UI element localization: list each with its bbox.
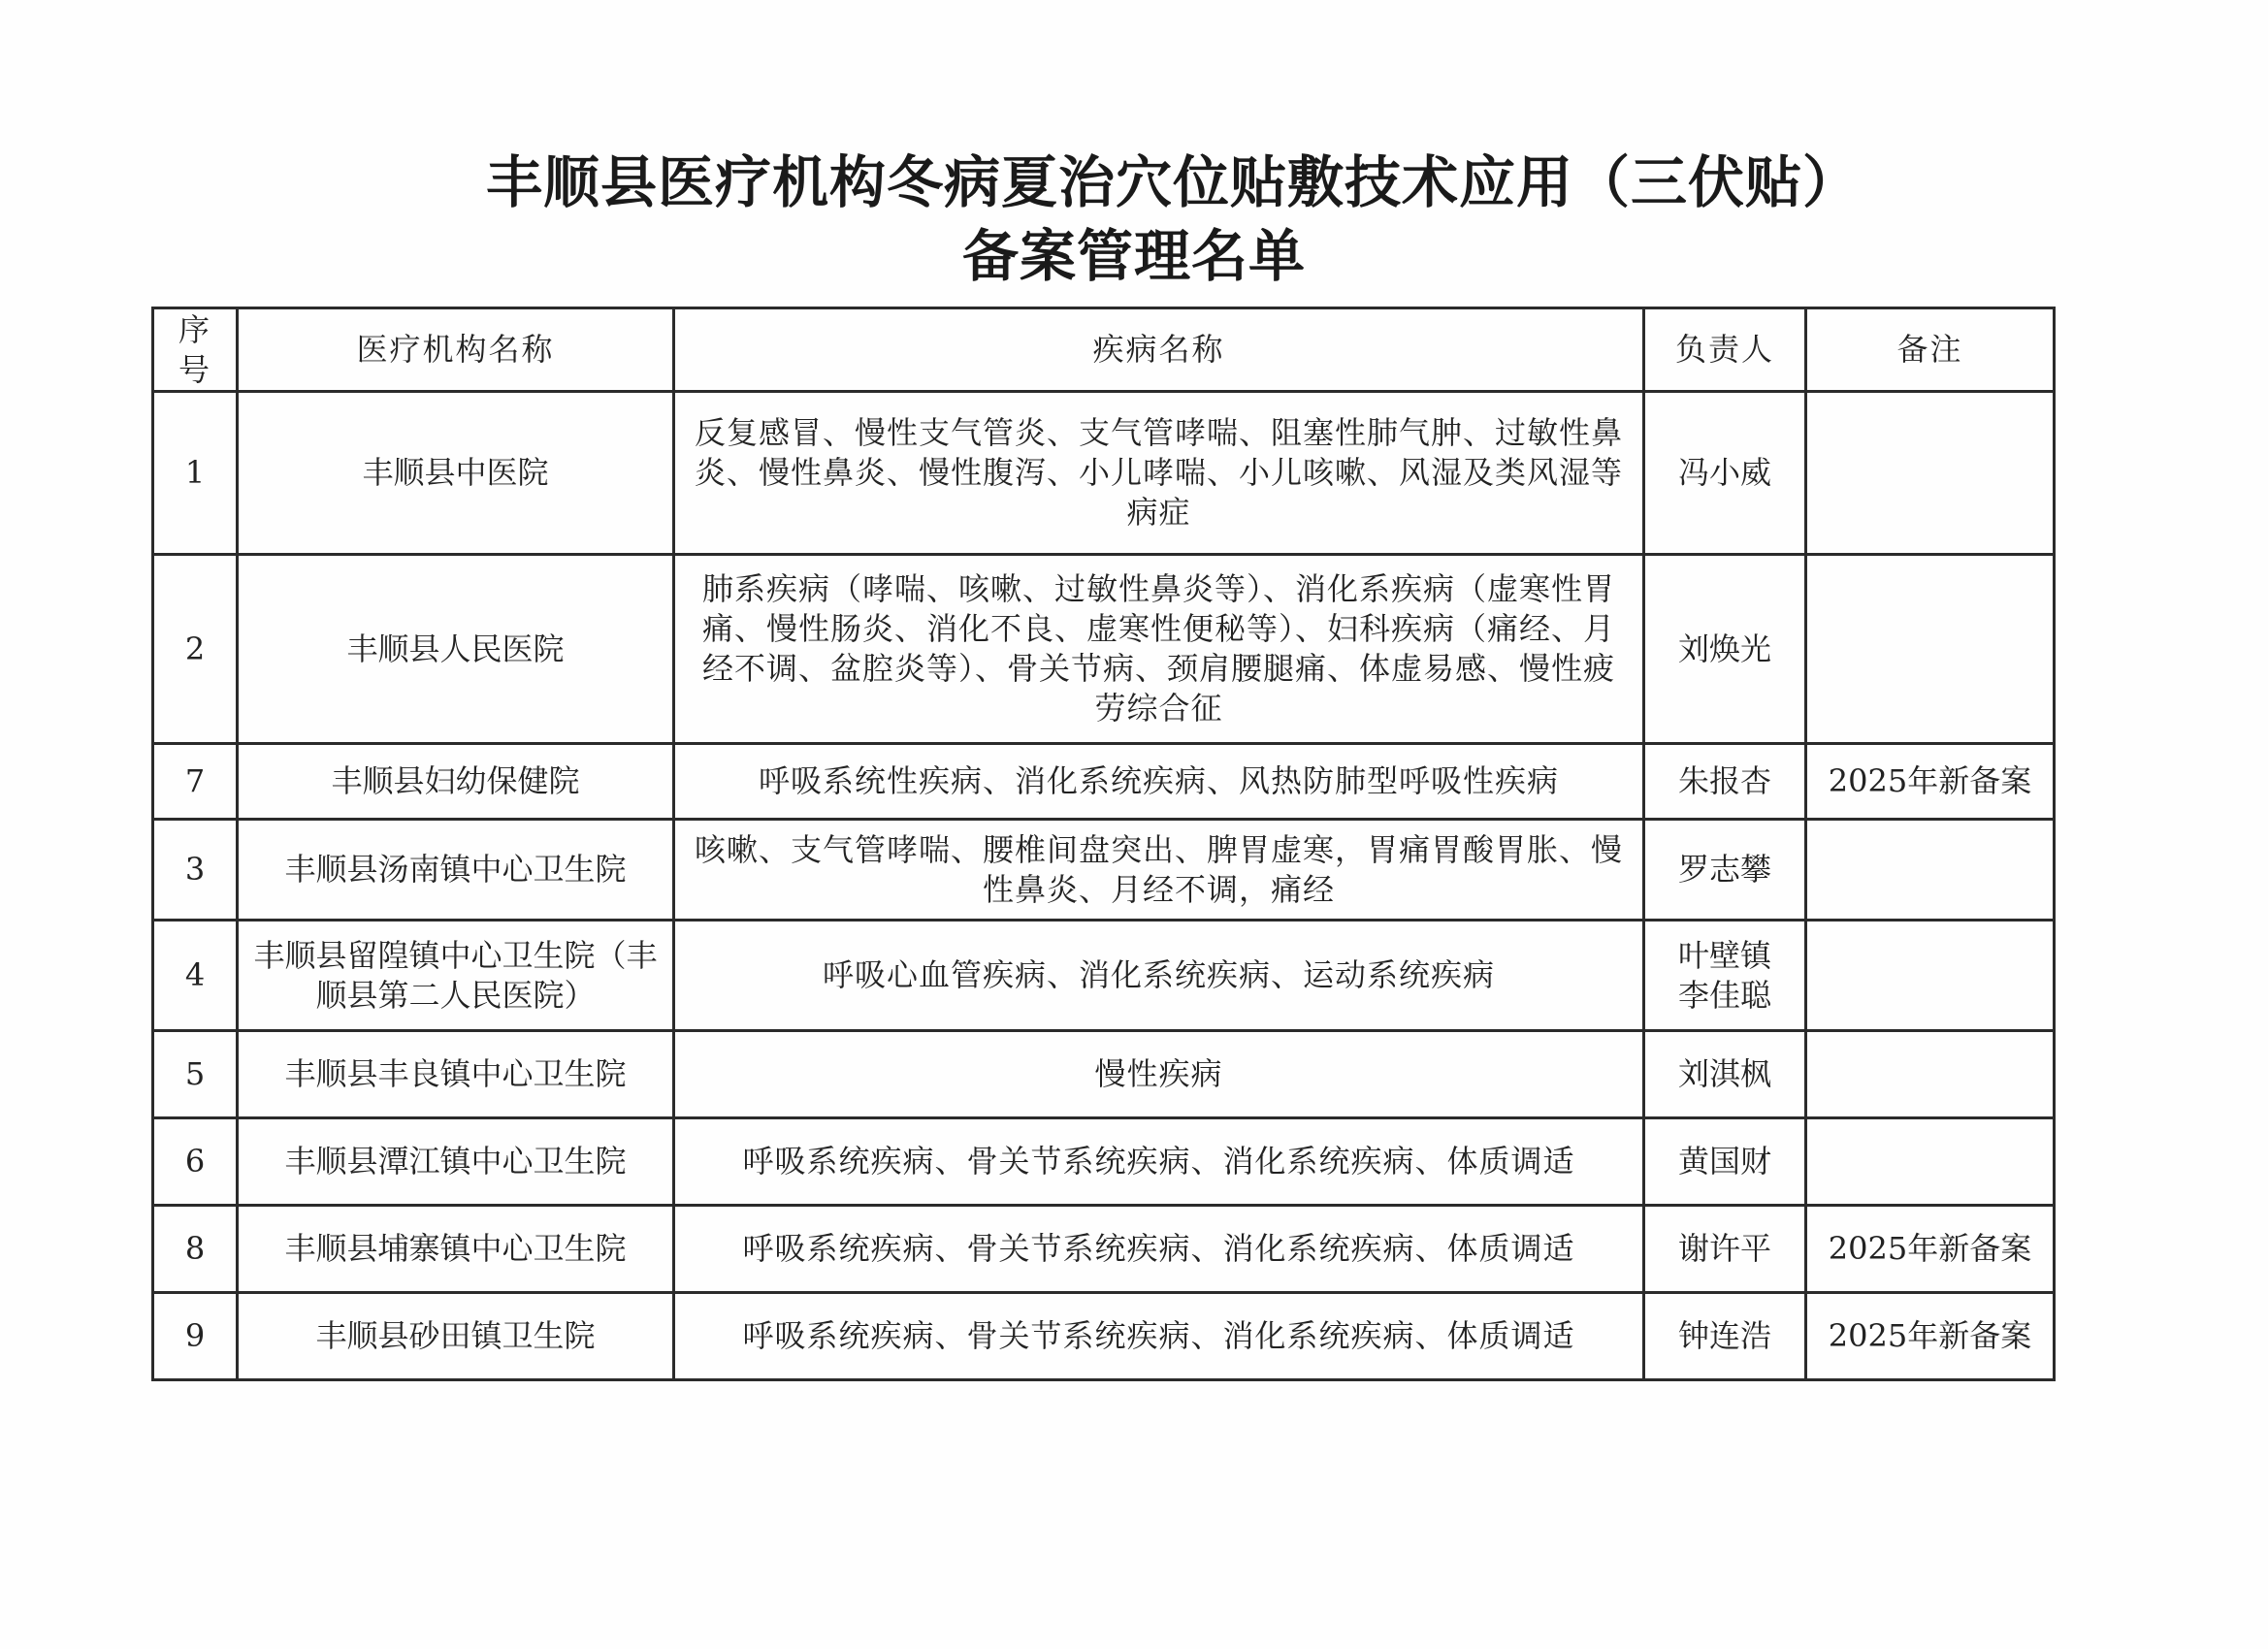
table-row bbox=[153, 555, 2055, 744]
cell-institution: 丰顺县中医院 bbox=[238, 392, 674, 555]
cell-responsible: 冯小威 bbox=[1644, 392, 1806, 555]
cell-diseases: 呼吸心血管疾病、消化系统疾病、运动系统疾病 bbox=[674, 921, 1644, 1031]
cell-serial-no: 6 bbox=[153, 1118, 238, 1206]
cell-diseases: 咳嗽、支气管哮喘、腰椎间盘突出、脾胃虚寒，胃痛胃酸胃胀、慢性鼻炎、月经不调，痛经 bbox=[674, 820, 1644, 921]
cell-responsible: 朱报杏 bbox=[1644, 744, 1806, 820]
cell-remarks bbox=[1806, 921, 2055, 1031]
cell-responsible: 谢许平 bbox=[1644, 1206, 1806, 1293]
cell-institution: 丰顺县埔寨镇中心卫生院 bbox=[238, 1206, 674, 1293]
cell-serial-no: 7 bbox=[153, 744, 238, 820]
table-row bbox=[153, 921, 2055, 1031]
header-institution-name: 医疗机构名称 bbox=[238, 308, 674, 392]
cell-remarks bbox=[1806, 820, 2055, 921]
header-responsible-person: 负责人 bbox=[1644, 308, 1806, 392]
table-row bbox=[153, 1206, 2055, 1293]
cell-institution: 丰顺县汤南镇中心卫生院 bbox=[238, 820, 674, 921]
cell-remarks bbox=[1806, 1118, 2055, 1206]
table-header-row bbox=[153, 308, 2055, 392]
cell-institution: 丰顺县留隍镇中心卫生院（丰顺县第二人民医院） bbox=[238, 921, 674, 1031]
cell-institution: 丰顺县潭江镇中心卫生院 bbox=[238, 1118, 674, 1206]
table-row bbox=[153, 744, 2055, 820]
cell-responsible bbox=[1644, 921, 1806, 1031]
document-title bbox=[0, 146, 2268, 293]
cell-serial-no: 1 bbox=[153, 392, 238, 555]
table-row bbox=[153, 1031, 2055, 1118]
cell-remarks: 2025年新备案 bbox=[1806, 1206, 2055, 1293]
cell-remarks bbox=[1806, 392, 2055, 555]
cell-serial-no: 8 bbox=[153, 1206, 238, 1293]
cell-institution: 丰顺县砂田镇卫生院 bbox=[238, 1293, 674, 1380]
cell-remarks: 2025年新备案 bbox=[1806, 1293, 2055, 1380]
cell-serial-no: 9 bbox=[153, 1293, 238, 1380]
cell-serial-no: 2 bbox=[153, 555, 238, 744]
cell-diseases: 肺系疾病（哮喘、咳嗽、过敏性鼻炎等）、消化系疾病（虚寒性胃痛、慢性肠炎、消化不良、虚寒性便秘等）、妇科疾病（痛经、月经不调、盆腔炎等）、骨关节病、颈肩腰腿痛、体虚易感、慢性疲劳综合征 bbox=[674, 555, 1644, 744]
cell-remarks: 2025年新备案 bbox=[1806, 744, 2055, 820]
cell-serial-no: 4 bbox=[153, 921, 238, 1031]
cell-responsible: 钟连浩 bbox=[1644, 1293, 1806, 1380]
header-disease-names: 疾病名称 bbox=[674, 308, 1644, 392]
cell-remarks bbox=[1806, 555, 2055, 744]
responsible-name: 叶壁镇 bbox=[1677, 936, 1771, 974]
cell-diseases: 呼吸系统疾病、骨关节系统疾病、消化系统疾病、体质调适 bbox=[674, 1118, 1644, 1206]
title-line-2: 备案管理名单 bbox=[961, 223, 1306, 289]
cell-diseases: 呼吸系统疾病、骨关节系统疾病、消化系统疾病、体质调适 bbox=[674, 1206, 1644, 1293]
registration-table bbox=[151, 307, 2056, 1381]
cell-diseases: 反复感冒、慢性支气管炎、支气管哮喘、阻塞性肺气肿、过敏性鼻炎、慢性鼻炎、慢性腹泻、小儿哮喘、小儿咳嗽、风湿及类风湿等病症 bbox=[674, 392, 1644, 555]
cell-responsible: 刘焕光 bbox=[1644, 555, 1806, 744]
cell-responsible: 罗志攀 bbox=[1644, 820, 1806, 921]
cell-serial-no: 3 bbox=[153, 820, 238, 921]
cell-institution: 丰顺县妇幼保健院 bbox=[238, 744, 674, 820]
cell-diseases: 呼吸系统性疾病、消化系统疾病、风热防肺型呼吸性疾病 bbox=[674, 744, 1644, 820]
table-row bbox=[153, 1118, 2055, 1206]
cell-serial-no: 5 bbox=[153, 1031, 238, 1118]
cell-institution: 丰顺县丰良镇中心卫生院 bbox=[238, 1031, 674, 1118]
cell-remarks bbox=[1806, 1031, 2055, 1118]
title-line-1: 丰顺县医疗机构冬病夏治穴位贴敷技术应用（三伏贴） bbox=[485, 149, 1860, 215]
cell-responsible: 黄国财 bbox=[1644, 1118, 1806, 1206]
header-serial-no: 序号 bbox=[153, 308, 238, 392]
table-row bbox=[153, 1293, 2055, 1380]
cell-responsible: 刘淇枫 bbox=[1644, 1031, 1806, 1118]
table-row bbox=[153, 392, 2055, 555]
cell-diseases: 慢性疾病 bbox=[674, 1031, 1644, 1118]
table-row bbox=[153, 820, 2055, 921]
cell-diseases: 呼吸系统疾病、骨关节系统疾病、消化系统疾病、体质调适 bbox=[674, 1293, 1644, 1380]
header-remarks: 备注 bbox=[1806, 308, 2055, 392]
responsible-name: 李佳聪 bbox=[1677, 976, 1771, 1014]
cell-institution: 丰顺县人民医院 bbox=[238, 555, 674, 744]
